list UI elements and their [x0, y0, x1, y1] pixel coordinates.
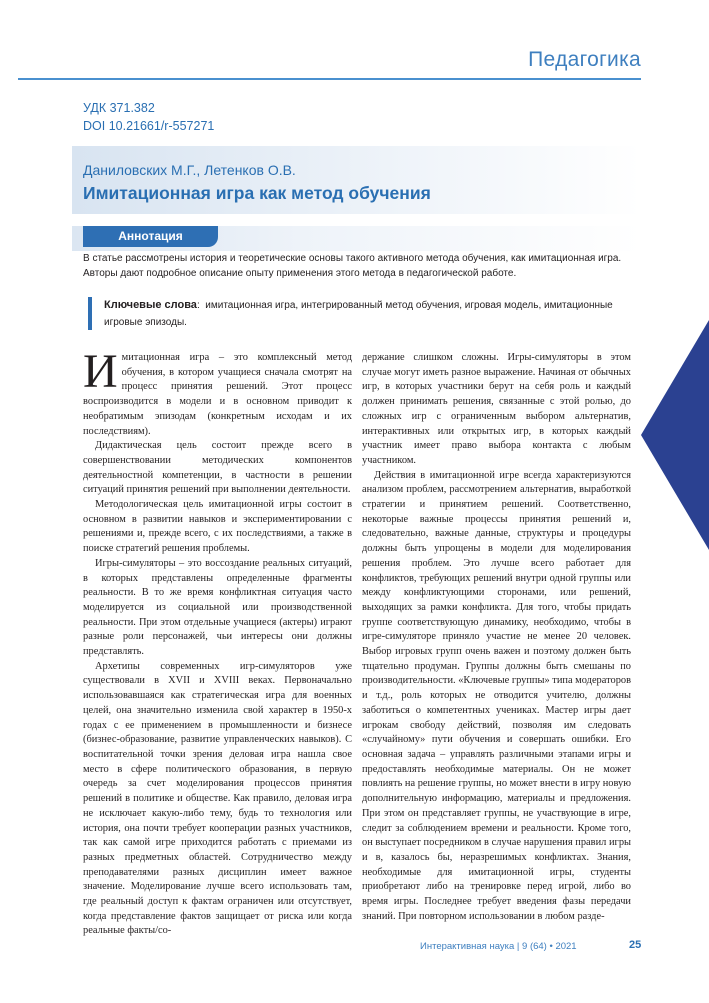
- abstract-text: В статье рассмотрены история и теоретические основы такого активного метода обучения, как имитационная игра. Авторы дают подробное описание опыту применения этого метода в педагогической работе.: [83, 253, 622, 279]
- body-paragraph: держание слишком сложны. Игры-симуляторы в этом случае могут иметь разное выражение. Начиная от обычных игр, в которых участники берут на себя роль и каждый должен принимать решения, связанные с этой ролью, до сложных игр с ограниченным выбором альтернатив, интерактивных или открытых игр, в которых каждый участник имеет право выбора контакта с любым участником.: [362, 352, 631, 466]
- udk-code: УДК 371.382: [83, 101, 155, 115]
- body-paragraph: Архетипы современных игр-симуляторов уже существовали в XVII и XVIII веках. Первоначально использовавшаяся как стратегическая игра для военных целей, она значительно изменила свой характер в 1950-х годах с ее применением в промышленности и бизнесе (бизнес-образование, развитие управленческих навыков). С воспитательной точки зрения деловая игра нашла свое место в сфере политического образования, в первую очередь за счет моделирования процессов принятия решений в политике и обществе. Как правило, деловая игра не исключает какую-либо тему, будь то технология или история, она почти требует кооперации разных участников, так как самой игре приходится работать с приемами из разных предметных областей. Сотрудничество между преподавателями разных дисциплин имеет важное значение. Моделирование лучше всего использовать там, где реальный доступ к фактам ограничен или отсутствует, когда представление фактов защищает от риска или когда реальные факты/со-: [83, 660, 352, 937]
- keywords-marker: [88, 297, 92, 330]
- keywords-label: Ключевые слова: [104, 299, 197, 311]
- section-title: Педагогика: [528, 48, 641, 71]
- side-triangle-decoration: [641, 320, 709, 550]
- drop-cap: И: [83, 345, 118, 398]
- body-paragraph: Игры-симуляторы – это воссоздание реальных ситуаций, в которых представлены определенные фрагменты реальности. В то же время конфликтная ситуация часто моделируется из социальной или производственной реальности. При этом отдельные учащиеся (актеры) играют разные роли персонажей, чьи интересы они должны представлять.: [83, 557, 352, 658]
- paragraph-text: митационная игра – это комплексный метод обучения, в котором учащиеся сначала смотрят на процесс принятия решений. Этот процесс воспроизводится в модели и в основном приводит к необратимым эпизодам (конкретным исходам и их последствиям).: [83, 352, 352, 437]
- article-authors: Даниловских М.Г., Летенков О.В.: [83, 162, 296, 178]
- body-paragraph: Методологическая цель имитационной игры состоит в основном в развитии навыков и экспериментировании с решениями и, прежде всего, с их последствиями, а также в поиске стратегий решения проблемы.: [83, 499, 352, 555]
- identifiers: [83, 99, 214, 135]
- body-column-left: [83, 345, 352, 939]
- body-paragraph: Действия в имитационной игре всегда характеризуются анализом проблем, рассмотрением альтернатив, выработкой стратегии и принятием решений. Соответственно, некоторые важные процессы принятия решений и, следовательно, важные данные, структуры и процедуры должны быть упрощены в модели для моделирования решения проблем. Это лучше всего работает для конфликтов, требующих решений внутри одной группы или между конфликтующими сторонами, или решений, выходящих за рамки конфликта. Для того, чтобы придать группе соответствующую динамику, необходимо, чтобы в игре-симуляторе приняло участие не менее 20 человек. Выбор игровых групп очень важен и поэтому должен быть тщательно продуман. Группы должны быть смешаны по производительности. «Ключевые группы» типа модераторов и т.д., роль которых не отводится учителю, должны заботиться о компетентных учениках. Мастер игры дает игрокам свободу действий, позволяя им следовать «случайному» пути обучения и совершать ошибки. Его основная задача – управлять различными этапами игры и предоставлять необходимые материалы. Он не может повлиять на решение группы, но может внести в игру новую дополнительную информацию, материалы и предложения. При этом он представляет группы, не участвующие в игре, следит за соблюдением времени и реальности. Кроме того, он выступает посредником в случае нарушения правил игры и в, казалось бы, неразрешимых конфликтах. Знания, необходимые для имитационной игры, студенты приобретают либо на тренировке перед игрой, либо во время игры. Последнее требует введения фазы передачи знаний. При повторном использовании в любом разде-: [362, 469, 632, 922]
- body-column-right: [362, 351, 631, 924]
- article-title: Имитационная игра как метод обучения: [83, 183, 431, 203]
- keywords-block: [104, 297, 644, 331]
- keywords-colon: :: [196, 300, 206, 311]
- page-number: 25: [629, 939, 642, 951]
- footer-journal: Интерактивная наука | 9 (64) • 2021: [420, 941, 577, 952]
- body-paragraph: Дидактическая цель состоит прежде всего в совершенствовании методических компонентов деятельностной компетенции, в частности в решении ситуаций принятия решений при выполнении деятельности.: [83, 440, 352, 496]
- header-rule: [18, 78, 641, 80]
- doi-code[interactable]: DOI 10.21661/r-557271: [83, 119, 215, 133]
- keywords-text: имитационная игра, интегрированный метод обучения, игровая модель, имитационные игровые эпизоды.: [104, 300, 613, 328]
- annotation-label: Аннотация: [83, 226, 218, 247]
- body-paragraph: [83, 345, 352, 439]
